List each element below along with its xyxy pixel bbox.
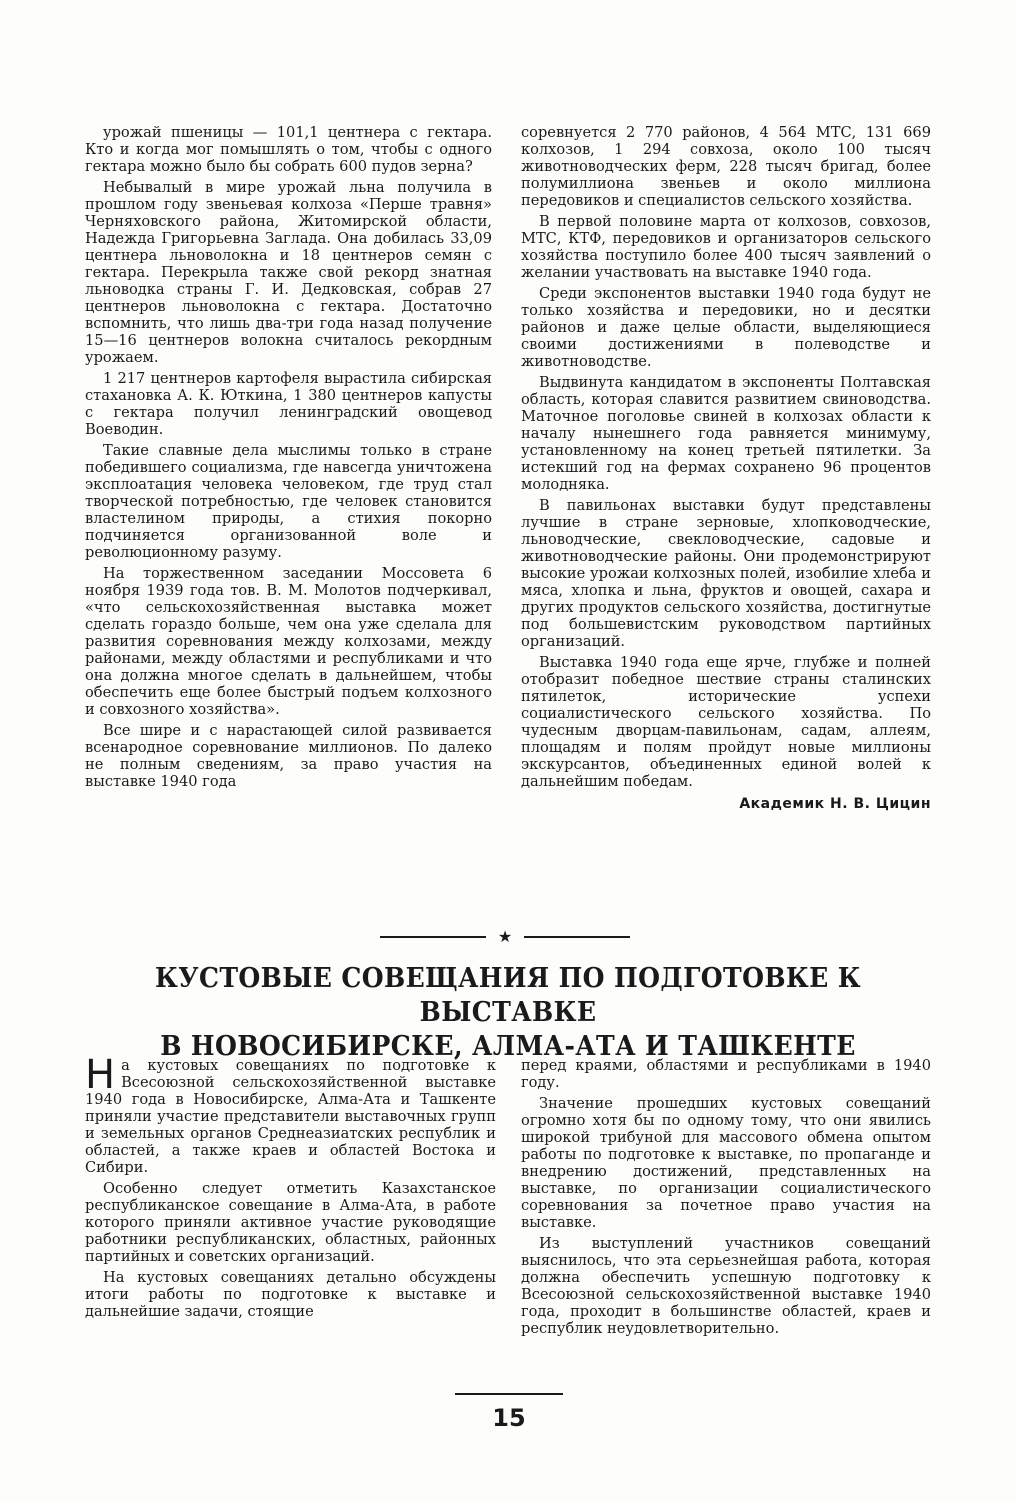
footer-rule <box>455 1393 563 1395</box>
lead-paragraph-text: а кустовых совещаниях по подготовке к Всесоюзной сельскохозяйственной выставке 1940 года в Новосибирске, Алма-Ата и Ташкенте приняли участие представители выставочных групп и земельных органов Среднеазиатских республик и областей, а также краев и областей Востока и Сибири. <box>85 1057 496 1176</box>
article2-left-column <box>85 1052 496 1320</box>
divider-line-right <box>524 936 630 938</box>
paragraph: В первой половине марта от колхозов, совхозов, МТС, КТФ, передовиков и организаторов сельского хозяйства поступило более 400 тысяч заявлений о желании участвовать на выставке 1940 года. <box>521 213 931 281</box>
paragraph: урожай пшеницы — 101,1 центнера с гектара. Кто и когда мог помышлять о том, чтобы с одного гектара можно было бы собрать 600 пудов зерна? <box>85 124 492 175</box>
paragraph: Выставка 1940 года еще ярче, глубже и полней отобразит победное шествие страны сталинских пятилеток, исторические успехи социалистического сельского хозяйства. По чудесным дворцам-павильонам, садам, аллеям, площадям и полям пройдут новые миллионы экскурсантов, объединенных единой волей к дальнейшим победам. <box>521 654 931 790</box>
page-number: 15 <box>492 1404 526 1432</box>
paragraph: перед краями, областями и республиками в 1940 году. <box>521 1057 931 1091</box>
paragraph: Из выступлений участников совещаний выяснилось, что эта серьезнейшая работа, которая должна обеспечить успешную подготовку к Всесоюзной сельскохозяйственной выставке 1940 года, проходит в большинстве областей, краев и республик неудовлетворительно. <box>521 1235 931 1337</box>
paragraph: 1 217 центнеров картофеля вырастила сибирская стахановка А. К. Юткина, 1 380 центнеров капусты с гектара получил ленинградский овощевод Воеводин. <box>85 370 492 438</box>
paragraph: Особенно следует отметить Казахстанское республиканское совещание в Алма-Ата, в работе которого приняли активное участие руководящие работники республиканских, областных, районных партийных и советских организаций. <box>85 1180 496 1265</box>
paragraph: На торжественном заседании Моссовета 6 ноября 1939 года тов. В. М. Молотов подчеркивал, «что сельскохозяйственная выставка может сделать гораздо больше, чем она уже сделала для развития соревнования между колхозами, между районами, между областями и республиками и что она должна многое сделать в дальнейшем, чтобы обеспечить еще более быстрый подъем колхозного и совхозного хозяйства». <box>85 565 492 718</box>
author-signature: Академик Н. В. Цицин <box>739 796 931 812</box>
article1-left-column <box>85 124 492 790</box>
lead-paragraph <box>85 1052 496 1176</box>
paragraph: Все шире и с нарастающей силой развивается всенародное соревнование миллионов. По далеко не полным сведениям, за право участия на выставке 1940 года <box>85 722 492 790</box>
paragraph: В павильонах выставки будут представлены лучшие в стране зерновые, хлопководческие, льноводческие, свекловодческие, садовые и животноводческие районы. Они продемонстрируют высокие урожаи колхозных полей, изобилие хлеба и мяса, хлопка и льна, фруктов и овощей, сахара и других продуктов сельского хозяйства, достигнутые под большевистским руководством партийных организаций. <box>521 497 931 650</box>
paragraph: На кустовых совещаниях детально обсуждены итоги работы по подготовке к выставке и дальнейшие задачи, стоящие <box>85 1269 496 1320</box>
article1-right-column <box>521 124 931 813</box>
drop-cap: Н <box>85 1052 116 1098</box>
article2-headline <box>115 962 902 1064</box>
article2-right-column <box>521 1057 931 1337</box>
paragraph: Значение прошедших кустовых совещаний огромно хотя бы по одному тому, что они явились широкой трибуной для массового обмена опытом работы по подготовке к выставке, по пропаганде и внедрению достижений, представленных на выставке, по организации социалистического соревнования за почетное право участия на выставке. <box>521 1095 931 1231</box>
paragraph: Такие славные дела мыслимы только в стране победившего социализма, где навсегда уничтожена эксплоатация человека человеком, где труд стал творческой потребностью, где человек становится властелином природы, а стихия покорно подчиняется организованной воле и революционному разуму. <box>85 442 492 561</box>
paragraph: соревнуется 2 770 районов, 4 564 МТС, 131 669 колхозов, 1 294 совхоза, около 100 тысяч животноводческих ферм, 228 тысяч бригад, более полумиллиона звеньев и около миллиона передовиков и специалистов сельского хозяйства. <box>521 124 931 209</box>
divider-line-left <box>380 936 486 938</box>
headline-line-2: В НОВОСИБИРСКЕ, АЛМА-АТА И ТАШКЕНТЕ <box>160 1031 856 1062</box>
headline-line-1: КУСТОВЫЕ СОВЕЩАНИЯ ПО ПОДГОТОВКЕ К ВЫСТАВКЕ <box>155 963 861 1028</box>
paragraph: Небывалый в мире урожай льна получила в прошлом году звеньевая колхоза «Перше травня» Черняховского района, Житомирской области, Надежда Григорьевна Заглада. Она добилась 33,09 центнера льноволокна и 18 центнеров семян с гектара. Перекрыла также свой рекорд знатная льноводка страны Г. И. Дедковская, собрав 27 центнеров льноволокна с гектара. Достаточно вспомнить, что лишь два-три года назад получение 15—16 центнеров волокна считалось рекордным урожаем. <box>85 179 492 366</box>
paragraph: Выдвинута кандидатом в экспоненты Полтавская область, которая славится развитием свиноводства. Маточное поголовье свиней в колхозах области к началу нынешнего года равняется минимуму, установленному на конец третьей пятилетки. За истекший год на фермах сохранено 96 процентов молодняка. <box>521 374 931 493</box>
star-icon: ★ <box>497 927 513 946</box>
paragraph: Среди экспонентов выставки 1940 года будут не только хозяйства и передовики, но и десятки районов и даже целые области, выделяющиеся своими достижениями в полеводстве и животноводстве. <box>521 285 931 370</box>
section-divider <box>380 925 630 949</box>
